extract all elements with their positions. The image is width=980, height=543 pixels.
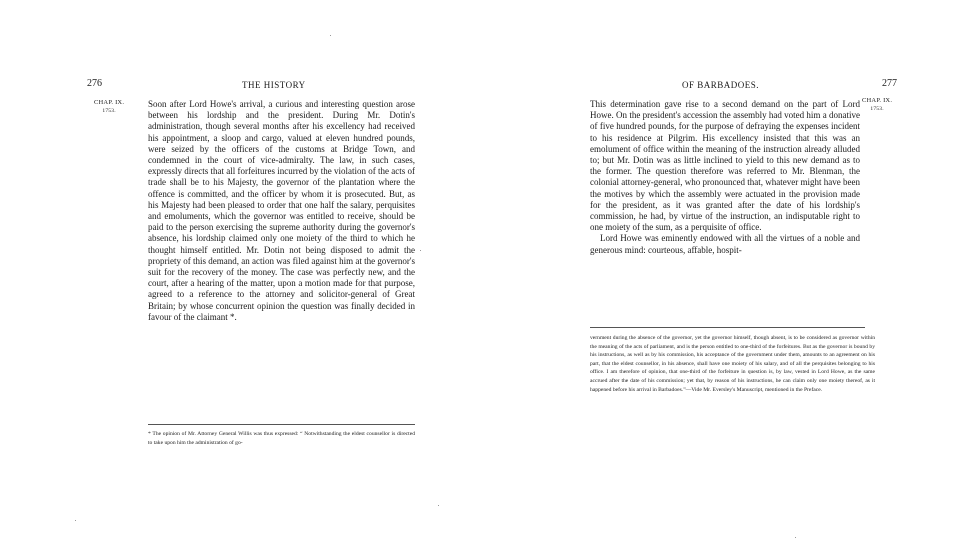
body-paragraph: This determination gave rise to a second demand on the part of Lord Howe. On the president's accession the assembly had voted him a donative of five hundred pounds, for the purpose of defraying the expenses incident to his residence at Pilgrim. His excellency insisted that this was an emolument of office within the meaning of the instruction already alluded to; but Mr. Dotin was as little inclined to yield to this new demand as to the former. The question therefore was referred to Mr. Blenman, the colonial attorney-general, who pronounced that, whatever might have been the motives by which the assembly were actuated in the provision made for the president, as it was granted after the date of his lordship's commission, he had, by virtue of the instruction, an indisputable right to one moiety of the sum, as a perquisite of office. [590,99,860,233]
speck [330,35,331,36]
footnote-rule [148,424,415,425]
footnote [148,430,415,447]
speck [75,520,76,521]
speck [438,505,439,506]
margin-year: 1753. [870,106,884,112]
footnote-rule [590,327,865,328]
footnote-text: * The opinion of Mr. Attorney General Willis was thus expressed: “ Notwithstanding the eldest counsellor is directed to take upon him the administration of go- [148,431,415,446]
body-text [590,99,860,256]
margin-chapter [862,96,892,114]
margin-chapter [94,98,124,116]
body-paragraph: Soon after Lord Howe's arrival, a curious and interesting question arose between his lordship and the president. During Mr. Dotin's administration, though several months after his excellency had received his appointment, a sloop and cargo, valued at eleven hundred pounds, were seized by the officers of the customs at Bridge Town, and condemned in the court of vice-admiralty. The law, in such cases, expressly directs that all forfeitures incurred by the violation of the acts of trade shall be to his Majesty, the governor of the plantation where the offence is committed, and the officer by whom it is prosecuted. But, as his Majesty had been pleased to order that one half the salary, perquisites and emoluments, which the governor was entitled to receive, should be paid to the person exercising the supreme authority during the governor's absence, his lordship claimed only one moiety of the third to which he thought himself entitled. Mr. Dotin not being disposed to admit the propriety of this demand, an action was filed against him at the governor's suit for the recovery of the money. The case was perfectly new, and the court, after a hearing of the matter, upon a motion made for that purpose, agreed to a reference to the attorney and solicitor-general of Great Britain; by whose concurrent opinion the question was finally decided in favour of the claimant *. [148,99,415,322]
body-text [148,99,415,323]
page-number: 277 [882,78,897,89]
speck [795,537,796,538]
body-paragraph-2: Lord Howe was eminently endowed with all the virtues of a noble and generous mind: courteous, affable, hospit- [590,233,860,255]
footnote-text: vernment during the absence of the governor, yet the governor himself, though absent, is to be considered as governor within the meaning of the acts of parliament, and is the person entitled to one-third of the forfeitures. But as the governor is bound by his instructions, as well as by his commission, his acceptance of the government under them, amounts to an agreement on his part, that the eldest counsellor, in his absence, shall have one moiety of his salary, and of all the perquisites belonging to his office. I am therefore of opinion, that one-third of the forfeiture in question is, by law, vested in Lord Howe, as the same accrued after the date of his commission; yet that, by reason of his instructions, he can claim only one moiety thereof, as it happened before his arrival in Barbadoes.”—Vide Mr. Eversley's Manuscript, mentioned in the Preface. [590,335,875,393]
running-head: THE HISTORY [242,80,306,90]
margin-year: 1753. [102,108,116,114]
footnote [590,334,875,394]
page-number: 276 [87,78,102,89]
margin-chapter-label: CHAP. IX. [94,99,125,106]
speck [420,250,421,251]
running-head: OF BARBADOES. [682,80,760,90]
margin-chapter-label: CHAP. IX. [862,97,893,104]
